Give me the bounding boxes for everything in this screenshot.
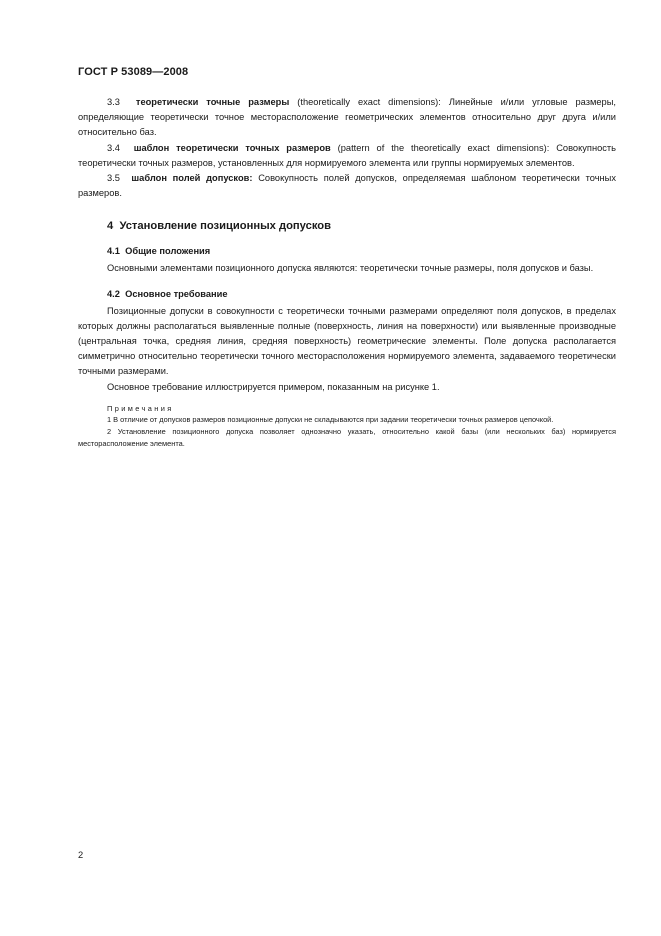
notes-title: Примечания <box>107 403 174 413</box>
standard-header: ГОСТ Р 53089—2008 <box>78 66 189 78</box>
definition-3-5 <box>78 171 616 201</box>
subsection-number: 4.1 <box>107 246 120 257</box>
clause-number: 3.5 <box>107 173 120 184</box>
definition-3-3 <box>78 95 616 141</box>
note-item: 1 В отличие от допусков размеров позиционные допуски не складываются при задании теоретически точных размеров цепочкой. <box>107 415 554 425</box>
subsection-4-1-text: Основными элементами позиционного допуска являются: теоретически точные размеры, поля допусков и базы. <box>107 263 594 274</box>
term: шаблон полей допусков: <box>131 173 253 184</box>
notes-block <box>78 403 616 449</box>
subsection-title-text: Общие положения <box>125 246 211 257</box>
subsection-4-2-title <box>78 287 616 301</box>
definition-text: Совокупность полей допусков, определяемая шаблоном теоретически точных размеров. <box>78 173 617 199</box>
subsection-4-2-figure-ref: Основное требование иллюстрируется примером, показанным на рисунке 1. <box>107 381 440 392</box>
term: шаблон теоретически точных размеров <box>133 142 331 153</box>
section-4-title <box>78 219 616 234</box>
subsection-4-2-text: Позиционные допуски в совокупности с теоретически точными размерами определяют поля допусков, в пределах которых должны располагаться выявленные полные (поверхность, линия на поверхности) или выявленные производные (центральная точка, средняя линия, средняя поверхность) геометрические элементы. Поле допуска располагается симметрично относительно теоретически точного месторасположения нормируемого элемента, задаваемого теоретически точными размерами. <box>78 305 616 377</box>
section-number: 4 <box>107 220 114 233</box>
definition-text: (pattern of the theoretically exact dimensions): Совокупность теоретически точных размеров, установленных для нормируемого элемента или группы нормируемых элементов. <box>78 142 616 168</box>
subsection-number: 4.2 <box>107 288 120 299</box>
definition-text: (theoretically exact dimensions): Линейные и/или угловые размеры, определяющие теоретически точное месторасположение геометрических элементов относительно друг друга и/или относительно баз. <box>78 97 616 138</box>
note-item: 2 Установление позиционного допуска позволяет однозначно указать, относительно какой базы (или нескольких баз) нормируется месторасположение элемента. <box>78 427 616 448</box>
term: теоретически точные размеры <box>135 97 290 107</box>
section-title-text: Установление позиционных допусков <box>119 220 331 233</box>
page-content <box>78 95 616 449</box>
subsection-4-1-title <box>78 244 616 258</box>
clause-number: 3.4 <box>107 142 120 153</box>
clause-number: 3.3 <box>107 97 120 107</box>
subsection-title-text: Основное требование <box>125 288 228 299</box>
definition-3-4 <box>78 141 616 171</box>
page-number: 2 <box>78 850 84 860</box>
